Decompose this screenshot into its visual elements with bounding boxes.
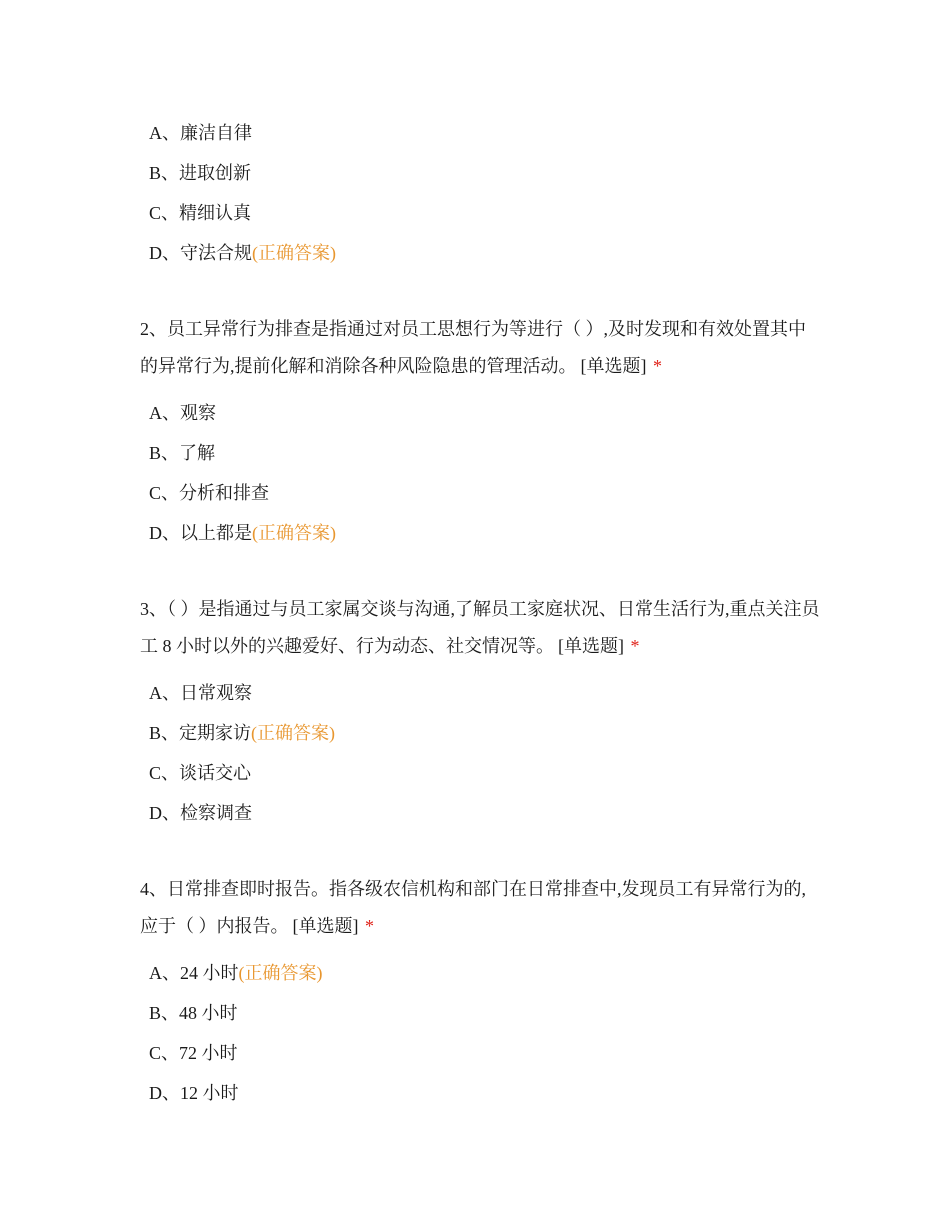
question-type: [单选题] [292, 916, 359, 936]
option-text: D、12 小时 [149, 1083, 239, 1103]
option-b [140, 993, 820, 1033]
option-text: D、守法合规 [149, 243, 252, 263]
option-b [140, 713, 820, 753]
option-text: D、以上都是 [149, 523, 252, 543]
option-b [140, 433, 820, 473]
option-text: C、精细认真 [149, 203, 252, 223]
question-2 [140, 311, 820, 553]
option-a [140, 393, 820, 433]
option-text: A、观察 [149, 403, 216, 423]
option-text: B、定期家访 [149, 723, 252, 743]
option-d [140, 1073, 820, 1113]
option-a [140, 113, 820, 153]
option-text: C、分析和排查 [149, 483, 270, 503]
option-text: B、48 小时 [149, 1003, 238, 1023]
option-b [140, 153, 820, 193]
option-text: B、进取创新 [149, 163, 252, 183]
question-text: 3、（ ）是指通过与员工家属交谈与沟通,了解员工家庭状况、日常生活行为,重点关注员工 8 小时以外的兴趣爱好、行为动态、社交情况等。 [140, 599, 820, 656]
required-mark: * [630, 636, 640, 656]
required-mark: * [653, 356, 662, 376]
option-c [140, 1033, 820, 1073]
option-text: C、72 小时 [149, 1043, 238, 1063]
correct-answer-mark: (正确答案) [251, 723, 336, 743]
question-type: [单选题] [580, 356, 647, 376]
correct-answer-mark: (正确答案) [238, 963, 323, 983]
required-mark: * [365, 916, 374, 936]
option-text: C、谈话交心 [149, 763, 252, 783]
option-d [140, 513, 820, 553]
question-3 [140, 591, 820, 833]
question-title [140, 311, 820, 385]
correct-answer-mark: (正确答案) [252, 523, 336, 543]
question-type: [单选题] [558, 636, 624, 656]
option-text: B、了解 [149, 443, 216, 463]
option-text: A、24 小时 [149, 963, 239, 983]
option-c [140, 193, 820, 233]
question-text: 4、日常排查即时报告。指各级农信机构和部门在日常排查中,发现员工有异常行为的,应于（ ）内报告。 [140, 879, 806, 936]
correct-answer-mark: (正确答案) [252, 243, 336, 263]
option-c [140, 753, 820, 793]
option-c [140, 473, 820, 513]
question-4 [140, 871, 820, 1113]
question-title [140, 591, 820, 665]
option-text: A、日常观察 [149, 683, 252, 703]
option-d [140, 233, 820, 273]
option-a [140, 953, 820, 993]
question-text: 2、员工异常行为排查是指通过对员工思想行为等进行（ ）,及时发现和有效处置其中的异常行为,提前化解和消除各种风险隐患的管理活动。 [140, 319, 806, 376]
option-d [140, 793, 820, 833]
option-text: D、检察调查 [149, 803, 252, 823]
option-text: A、廉洁自律 [149, 123, 252, 143]
question-title [140, 871, 820, 945]
question-1 [140, 113, 820, 273]
option-a [140, 673, 820, 713]
